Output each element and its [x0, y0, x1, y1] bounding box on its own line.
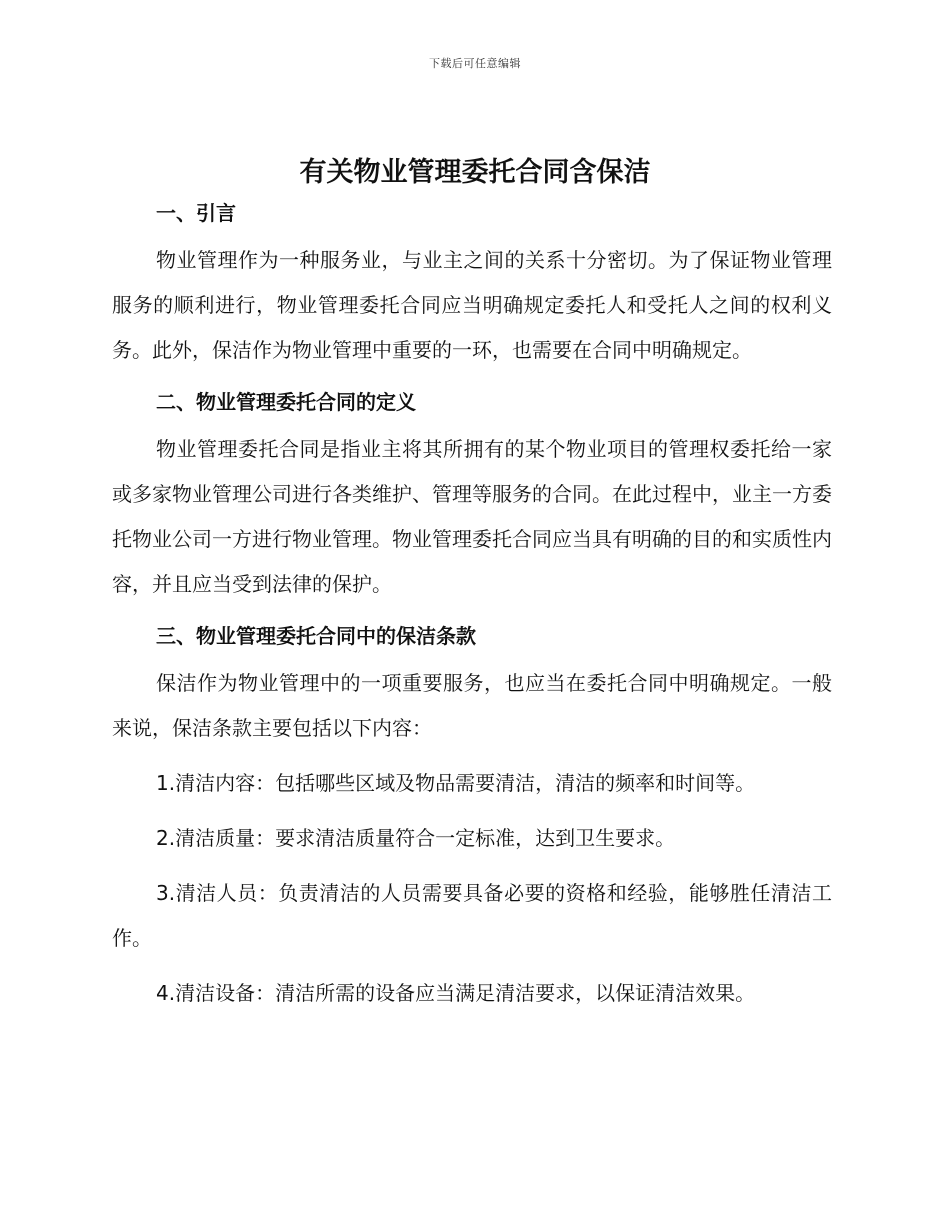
- paragraph: 保洁作为物业管理中的一项重要服务，也应当在委托合同中明确规定。一般来说，保洁条款主要包括以下内容：: [112, 671, 832, 740]
- header-note: 下载后可任意编辑: [429, 57, 521, 70]
- list-item: 1.清洁内容：包括哪些区域及物品需要清洁，清洁的频率和时间等。: [156, 771, 756, 795]
- document-title: 有关物业管理委托合同含保洁: [299, 157, 651, 188]
- document-body: [112, 196, 832, 1016]
- section-heading-cleaning-clauses: 三、物业管理委托合同中的保洁条款: [156, 624, 476, 648]
- section-heading-introduction: 一、引言: [156, 201, 236, 225]
- list-item: 4.清洁设备：清洁所需的设备应当满足清洁要求，以保证清洁效果。: [156, 981, 756, 1005]
- paragraph: 物业管理委托合同是指业主将其所拥有的某个物业项目的管理权委托给一家或多家物业管理公司进行各类维护、管理等服务的合同。在此过程中，业主一方委托物业公司一方进行物业管理。物业管理委托合同应当具有明确的目的和实质性内容，并且应当受到法律的保护。: [112, 437, 832, 596]
- list-item: 2.清洁质量：要求清洁质量符合一定标准，达到卫生要求。: [156, 826, 676, 850]
- list-item: 3.清洁人员：负责清洁的人员需要具备必要的资格和经验，能够胜任清洁工作。: [112, 881, 832, 950]
- section-heading-definition: 二、物业管理委托合同的定义: [156, 390, 416, 414]
- paragraph: 物业管理作为一种服务业，与业主之间的关系十分密切。为了保证物业管理服务的顺利进行，物业管理委托合同应当明确规定委托人和受托人之间的权利义务。此外，保洁作为物业管理中重要的一环，也需要在合同中明确规定。: [112, 248, 832, 362]
